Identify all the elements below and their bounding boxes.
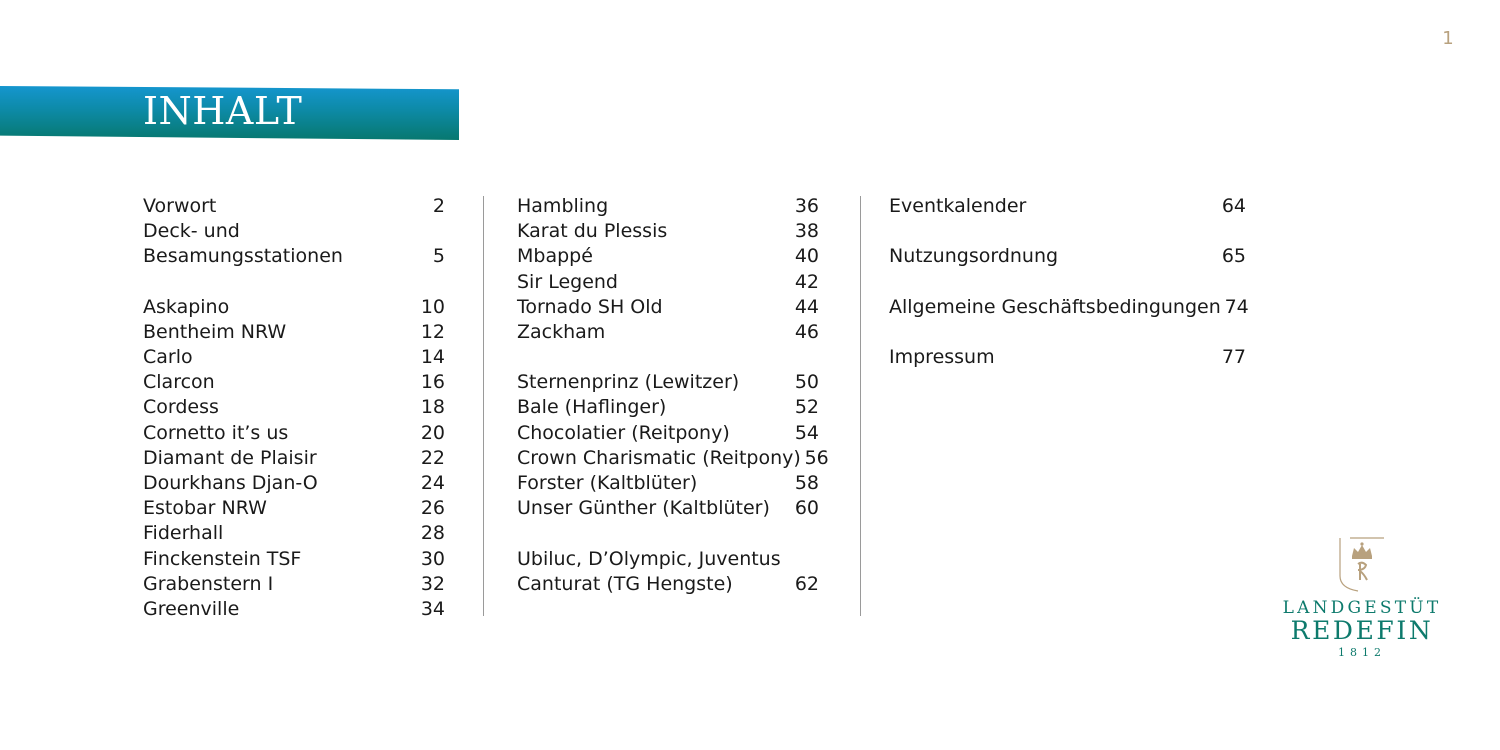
toc-entry-page: 30 xyxy=(420,547,445,570)
toc-entry[interactable] xyxy=(143,320,445,345)
toc-entry[interactable] xyxy=(517,370,819,395)
toc-entry-page: 44 xyxy=(794,295,819,318)
toc-entry-page: 26 xyxy=(420,497,445,520)
toc-entry-title: Hambling xyxy=(517,194,609,217)
toc-entry-title: Forster (Kaltblüter) xyxy=(517,472,698,495)
toc-entry-page: 40 xyxy=(794,245,819,268)
toc-entry[interactable] xyxy=(143,597,445,622)
toc-entry[interactable] xyxy=(143,572,445,597)
toc-entry[interactable] xyxy=(889,295,1249,320)
toc-entry[interactable] xyxy=(143,396,445,421)
toc-entry-title: Tornado SH Old xyxy=(517,295,663,318)
toc-entry[interactable] xyxy=(143,345,445,370)
toc-entry-title: Canturat (TG Hengste) xyxy=(517,572,733,595)
toc-entry[interactable] xyxy=(143,244,445,269)
toc-entry[interactable] xyxy=(143,219,445,244)
toc-entry[interactable] xyxy=(143,471,445,496)
toc-entry-page: 62 xyxy=(794,572,819,595)
landgestuet-redefin-logo xyxy=(1276,536,1448,664)
toc-entry-page: 32 xyxy=(420,572,445,595)
toc-entry-title: Bale (Haflinger) xyxy=(517,396,667,419)
toc-entry-page: 64 xyxy=(1221,194,1246,217)
toc-entry[interactable] xyxy=(517,471,819,496)
toc-entry-title: Crown Charismatic (Reitpony) xyxy=(517,446,801,469)
toc-entry[interactable] xyxy=(143,421,445,446)
toc-entry-title: Greenville xyxy=(143,597,240,620)
toc-entry-page: 52 xyxy=(794,396,819,419)
toc-entry[interactable] xyxy=(517,496,819,521)
toc-entry-title: Cordess xyxy=(143,396,219,419)
toc-entry[interactable] xyxy=(517,295,819,320)
toc-entry-title: Chocolatier (Reitpony) xyxy=(517,421,730,444)
toc-entry[interactable] xyxy=(889,345,1246,370)
logo-text-year: 1812 xyxy=(1338,646,1386,659)
toc-entry-page: 60 xyxy=(794,497,819,520)
toc-entry-title: Carlo xyxy=(143,346,193,369)
toc-entry[interactable] xyxy=(143,446,445,471)
toc-entry-title: Estobar NRW xyxy=(143,497,267,520)
toc-entry[interactable] xyxy=(517,547,819,572)
toc-entry-page: 5 xyxy=(432,245,445,268)
toc-entry-page: 14 xyxy=(420,346,445,369)
toc-entry[interactable] xyxy=(143,194,445,219)
toc-entry-page: 10 xyxy=(420,295,445,318)
crown-r-emblem-icon xyxy=(1338,536,1386,592)
toc-entry-page: 77 xyxy=(1221,346,1246,369)
toc-entry-page: 2 xyxy=(432,194,445,217)
toc-entry[interactable] xyxy=(517,421,819,446)
toc-entry[interactable] xyxy=(143,521,445,546)
column-divider xyxy=(860,196,861,616)
toc-entry-page: 22 xyxy=(420,446,445,469)
toc-entry-title: Diamant de Plaisir xyxy=(143,446,317,469)
toc-entry-title: Allgemeine Geschäftsbedingungen xyxy=(889,295,1221,318)
toc-entry-page: 50 xyxy=(794,371,819,394)
toc-entry-title: Zackham xyxy=(517,320,606,343)
toc-entry-page: 54 xyxy=(794,421,819,444)
toc-entry[interactable] xyxy=(143,295,445,320)
toc-entry-title: Clarcon xyxy=(143,371,215,394)
toc-entry[interactable] xyxy=(517,194,819,219)
toc-entry-page: 18 xyxy=(420,396,445,419)
toc-entry-page: 16 xyxy=(420,371,445,394)
toc-entry-page: 28 xyxy=(420,522,445,545)
toc-entry-title: Dourkhans Djan-O xyxy=(143,472,318,495)
toc-column-1 xyxy=(143,194,445,622)
toc-column-3 xyxy=(889,194,1249,370)
toc-entry-title: Cornetto it’s us xyxy=(143,421,289,444)
toc-entry-page: 12 xyxy=(420,320,445,343)
toc-entry-title: Eventkalender xyxy=(889,194,1027,217)
toc-entry-title: Vorwort xyxy=(143,194,217,217)
toc-column-2 xyxy=(517,194,829,597)
toc-entry[interactable] xyxy=(517,396,819,421)
toc-entry[interactable] xyxy=(143,496,445,521)
toc-entry[interactable] xyxy=(889,194,1246,219)
toc-entry[interactable] xyxy=(517,219,819,244)
toc-entry[interactable] xyxy=(143,547,445,572)
toc-entry-page: 74 xyxy=(1224,295,1249,318)
toc-entry[interactable] xyxy=(517,270,819,295)
toc-entry-title: Finckenstein TSF xyxy=(143,547,302,570)
toc-entry-title: Askapino xyxy=(143,295,230,318)
toc-entry[interactable] xyxy=(889,244,1246,269)
toc-entry-title: Besamungsstationen xyxy=(143,245,343,268)
logo-text-landgestuet: LANDGESTÜT xyxy=(1282,598,1442,618)
toc-entry-title: Karat du Plessis xyxy=(517,220,668,243)
toc-entry-page: 56 xyxy=(804,446,829,469)
toc-entry-title: Ubiluc, D’Olympic, Juventus xyxy=(517,547,781,570)
toc-entry-page: 20 xyxy=(420,421,445,444)
toc-entry-title: Grabenstern I xyxy=(143,572,274,595)
toc-entry-title: Unser Günther (Kaltblüter) xyxy=(517,497,770,520)
toc-entry-title: Impressum xyxy=(889,346,995,369)
page-number: 1 xyxy=(1442,28,1454,49)
toc-entry[interactable] xyxy=(517,446,829,471)
toc-entry-page: 34 xyxy=(420,597,445,620)
column-divider xyxy=(483,196,484,616)
toc-entry-title: Mbappé xyxy=(517,245,593,268)
toc-entry[interactable] xyxy=(517,244,819,269)
toc-entry-title: Nutzungsordnung xyxy=(889,245,1059,268)
toc-entry-page: 58 xyxy=(794,472,819,495)
toc-entry-title: Sternenprinz (Lewitzer) xyxy=(517,371,740,394)
toc-entry-title: Bentheim NRW xyxy=(143,320,287,343)
toc-entry-title: Fiderhall xyxy=(143,522,224,545)
toc-entry-title: Deck- und xyxy=(143,220,240,243)
toc-entry-page: 42 xyxy=(794,270,819,293)
toc-entry-page: 46 xyxy=(794,320,819,343)
logo-text-redefin: REDEFIN xyxy=(1290,616,1434,645)
toc-entry-page: 65 xyxy=(1221,245,1246,268)
toc-entry-title: Sir Legend xyxy=(517,270,618,293)
toc-entry-page: 24 xyxy=(420,472,445,495)
toc-entry[interactable] xyxy=(517,572,819,597)
page-title: INHALT xyxy=(143,89,303,133)
toc-entry-page: 38 xyxy=(794,220,819,243)
toc-entry[interactable] xyxy=(143,370,445,395)
toc-entry[interactable] xyxy=(517,320,819,345)
toc-entry-page: 36 xyxy=(794,194,819,217)
